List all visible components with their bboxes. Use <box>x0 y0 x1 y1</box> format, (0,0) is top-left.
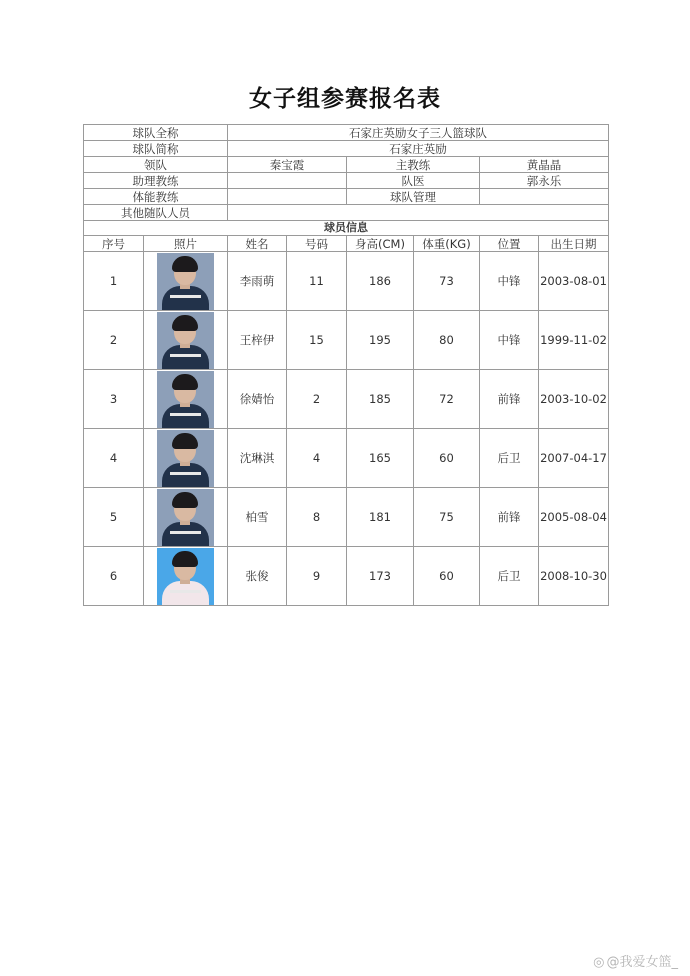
player-name: 李雨萌 <box>228 252 287 311</box>
team-short-name-value: 石家庄英励 <box>228 141 609 157</box>
player-portrait <box>157 253 214 310</box>
col-header-number: 号码 <box>287 236 347 252</box>
form-title: 女子组参赛报名表 <box>249 86 441 112</box>
team-full-name-label: 球队全称 <box>84 125 228 141</box>
player-number: 8 <box>287 488 347 547</box>
player-weight: 80 <box>414 311 480 370</box>
doctor-label: 队医 <box>347 173 480 189</box>
player-photo <box>144 370 228 429</box>
player-portrait <box>157 430 214 487</box>
player-row <box>84 252 609 311</box>
player-name: 徐婧怡 <box>228 370 287 429</box>
player-portrait <box>157 548 214 605</box>
col-header-birth: 出生日期 <box>539 236 609 252</box>
player-photo <box>144 488 228 547</box>
col-header-photo: 照片 <box>144 236 228 252</box>
player-portrait <box>157 312 214 369</box>
player-height: 195 <box>347 311 414 370</box>
player-name: 张俊 <box>228 547 287 606</box>
players-header-row <box>84 236 609 252</box>
player-photo <box>144 252 228 311</box>
leader-label: 领队 <box>84 157 228 173</box>
player-photo <box>144 429 228 488</box>
player-index: 6 <box>84 547 144 606</box>
player-index: 4 <box>84 429 144 488</box>
watermark <box>593 951 678 970</box>
fitness-coach-label: 体能教练 <box>84 189 228 205</box>
player-number: 4 <box>287 429 347 488</box>
players-section-title: 球员信息 <box>84 221 609 236</box>
assistant-coach-label: 助理教练 <box>84 173 228 189</box>
player-height: 165 <box>347 429 414 488</box>
player-name: 王梓伊 <box>228 311 287 370</box>
fitness-coach-row <box>84 189 609 205</box>
player-birth: 2003-08-01 <box>539 252 609 311</box>
manager-label: 球队管理 <box>347 189 480 205</box>
player-weight: 72 <box>414 370 480 429</box>
player-name: 柏雪 <box>228 488 287 547</box>
player-index: 1 <box>84 252 144 311</box>
player-height: 173 <box>347 547 414 606</box>
registration-table <box>83 124 609 606</box>
assistant-coach-value <box>228 173 347 189</box>
player-row <box>84 311 609 370</box>
player-row <box>84 547 609 606</box>
col-header-position: 位置 <box>480 236 539 252</box>
player-birth: 2005-08-04 <box>539 488 609 547</box>
col-header-weight: 体重(KG) <box>414 236 480 252</box>
player-row <box>84 488 609 547</box>
table-body <box>84 125 609 606</box>
player-position: 后卫 <box>480 547 539 606</box>
player-portrait <box>157 371 214 428</box>
others-row <box>84 205 609 221</box>
player-birth: 2008-10-30 <box>539 547 609 606</box>
player-name: 沈琳淇 <box>228 429 287 488</box>
others-value <box>228 205 609 221</box>
fitness-coach-value <box>228 189 347 205</box>
player-height: 185 <box>347 370 414 429</box>
leader-row <box>84 157 609 173</box>
player-birth: 2007-04-17 <box>539 429 609 488</box>
leader-value: 秦宝霞 <box>228 157 347 173</box>
col-header-name: 姓名 <box>228 236 287 252</box>
player-weight: 75 <box>414 488 480 547</box>
player-index: 2 <box>84 311 144 370</box>
col-header-height: 身高(CM) <box>347 236 414 252</box>
player-index: 3 <box>84 370 144 429</box>
player-birth: 2003-10-02 <box>539 370 609 429</box>
watermark-text: @我爱女篮_ <box>606 955 678 970</box>
player-number: 9 <box>287 547 347 606</box>
head-coach-label: 主教练 <box>347 157 480 173</box>
player-position: 前锋 <box>480 370 539 429</box>
player-position: 中锋 <box>480 252 539 311</box>
player-position: 中锋 <box>480 311 539 370</box>
manager-value <box>480 189 609 205</box>
player-position: 前锋 <box>480 488 539 547</box>
head-coach-value: 黄晶晶 <box>480 157 609 173</box>
player-row <box>84 429 609 488</box>
team-full-name-row <box>84 125 609 141</box>
player-weight: 60 <box>414 547 480 606</box>
team-short-name-label: 球队简称 <box>84 141 228 157</box>
weibo-icon: ◎ <box>593 955 605 970</box>
player-birth: 1999-11-02 <box>539 311 609 370</box>
player-position: 后卫 <box>480 429 539 488</box>
player-height: 181 <box>347 488 414 547</box>
player-weight: 60 <box>414 429 480 488</box>
col-header-index: 序号 <box>84 236 144 252</box>
player-photo <box>144 311 228 370</box>
player-number: 15 <box>287 311 347 370</box>
team-short-name-row <box>84 141 609 157</box>
player-photo <box>144 547 228 606</box>
players-section-row <box>84 221 609 236</box>
doctor-value: 郭永乐 <box>480 173 609 189</box>
player-weight: 73 <box>414 252 480 311</box>
player-height: 186 <box>347 252 414 311</box>
player-portrait <box>157 489 214 546</box>
others-label: 其他随队人员 <box>84 205 228 221</box>
player-row <box>84 370 609 429</box>
team-full-name-value: 石家庄英励女子三人篮球队 <box>228 125 609 141</box>
assistant-coach-row <box>84 173 609 189</box>
player-number: 2 <box>287 370 347 429</box>
player-index: 5 <box>84 488 144 547</box>
player-number: 11 <box>287 252 347 311</box>
